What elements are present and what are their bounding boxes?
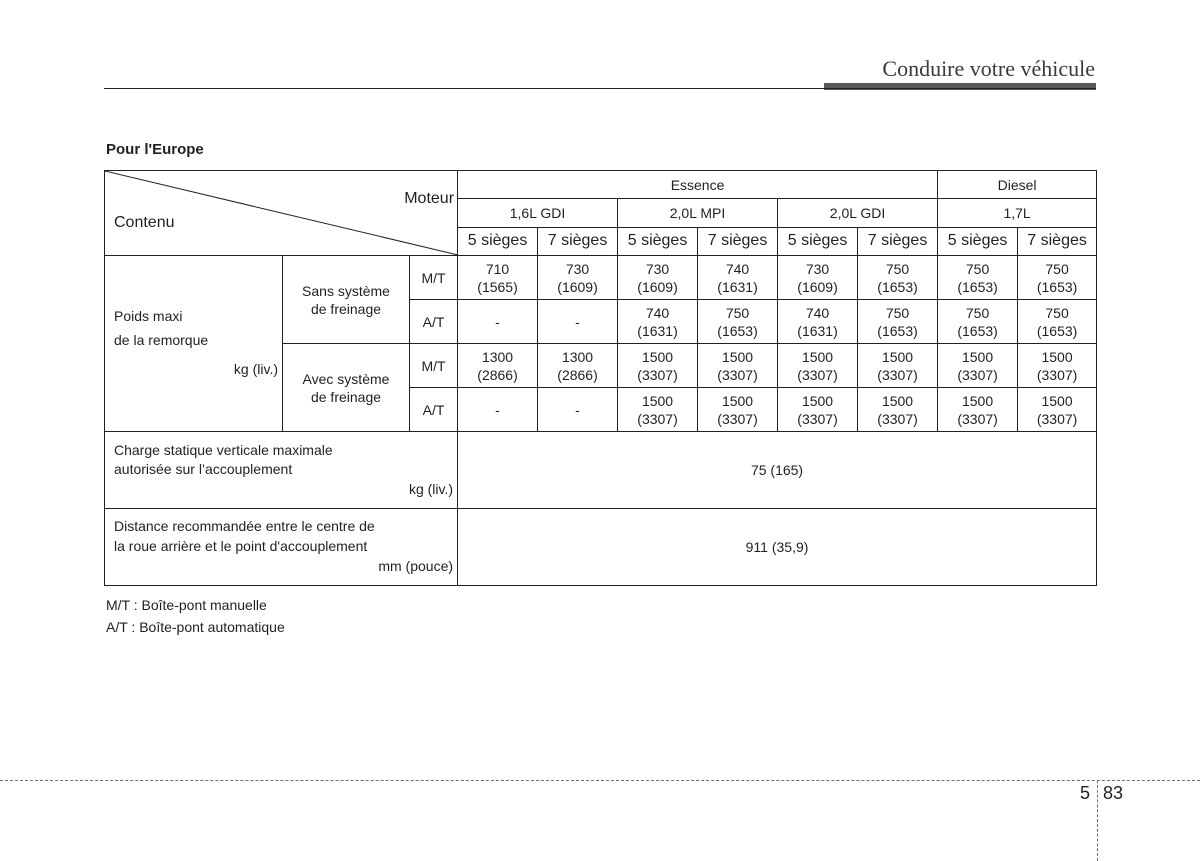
value-cell: 1500 (3307) [618,344,698,388]
gearbox-at: A/T [410,300,458,344]
gearbox-mt: M/T [410,344,458,388]
value-cell: 1500 (3307) [698,388,778,432]
value-cell: 1500 (3307) [1018,388,1097,432]
value-cell: 1500 (3307) [938,344,1018,388]
value-cell: 730 (1609) [618,256,698,300]
charge-value: 75 (165) [458,432,1097,509]
value-cell: 730 (1609) [778,256,858,300]
value-cell: 740 (1631) [698,256,778,300]
value-cell: 750 (1653) [858,300,938,344]
value-cell: 750 (1653) [938,300,1018,344]
running-header-title: Conduire votre véhicule [882,56,1095,81]
seats-header: 7 sièges [1018,227,1097,255]
seats-header: 5 sièges [618,227,698,255]
value-cell: - [538,388,618,432]
footer-vertical-dashed-rule [1097,780,1098,861]
value-cell: 1500 (3307) [1018,344,1097,388]
poids-label-line2: de la remorque [114,332,209,348]
value-cell: 750 (1653) [938,256,1018,300]
seats-header: 5 sièges [938,227,1018,255]
value-cell: - [458,388,538,432]
note-at: A/T : Boîte-pont automatique [106,619,285,635]
value-cell: 1500 (3307) [778,388,858,432]
contenu-label: Contenu [114,214,175,231]
fuel-essence-header: Essence [458,171,938,199]
value-cell: 1300 (2866) [538,344,618,388]
engine-header: 2,0L MPI [618,199,778,227]
value-cell: 730 (1609) [538,256,618,300]
sans-frein-line2: de freinage [310,300,382,317]
corner-header-cell [105,171,458,256]
value-cell: 1500 (3307) [858,388,938,432]
gearbox-at: A/T [410,388,458,432]
charge-line1: Charge statique verticale maximale [114,442,333,458]
distance-unit: mm (pouce) [378,558,454,574]
charge-label-cell [105,432,458,509]
towing-spec-table [104,170,1097,586]
page-number: 83 [1103,783,1124,803]
value-cell: 1500 (3307) [858,344,938,388]
value-cell: 750 (1653) [1018,256,1097,300]
distance-line1: Distance recommandée entre le centre de [114,518,375,534]
section-title: Pour l'Europe [106,141,204,158]
value-cell: - [538,300,618,344]
seats-header: 5 sièges [778,227,858,255]
seats-header: 7 sièges [858,227,938,255]
value-cell: 740 (1631) [618,300,698,344]
poids-unit: kg (liv.) [233,361,278,377]
seats-header: 7 sièges [698,227,778,255]
avec-frein-cell [283,344,410,432]
distance-line2: la roue arrière et le point d'accouplement [114,538,368,554]
header-rule [104,88,1096,89]
fuel-diesel-header: Diesel [938,171,1097,199]
value-cell: 1500 (3307) [618,388,698,432]
charge-line2: autorisée sur l’accouplement [114,461,293,477]
charge-unit: kg (liv.) [408,481,454,497]
engine-header: 1,7L [938,199,1097,227]
distance-value: 911 (35,9) [458,509,1097,586]
chapter-number: 5 [1080,783,1091,803]
poids-label-line1: Poids maxi [114,308,183,324]
avec-frein-line1: Avec système [302,370,390,387]
sans-frein-cell [283,256,410,344]
value-cell: 750 (1653) [1018,300,1097,344]
engine-header: 1,6L GDI [458,199,618,227]
diagonal-divider [105,171,458,255]
value-cell: 1500 (3307) [698,344,778,388]
value-cell: 1300 (2866) [458,344,538,388]
moteur-label: Moteur [404,190,455,207]
value-cell: 750 (1653) [858,256,938,300]
distance-label-cell [105,509,458,586]
seats-header: 7 sièges [538,227,618,255]
value-cell: 1500 (3307) [778,344,858,388]
value-cell: 750 (1653) [698,300,778,344]
note-mt: M/T : Boîte-pont manuelle [106,597,267,613]
value-cell: 1500 (3307) [938,388,1018,432]
seats-header: 5 sièges [458,227,538,255]
sans-frein-line1: Sans système [302,282,390,299]
gearbox-mt: M/T [410,256,458,300]
engine-header: 2,0L GDI [778,199,938,227]
value-cell: - [458,300,538,344]
value-cell: 710 (1565) [458,256,538,300]
value-cell: 740 (1631) [778,300,858,344]
footer-dashed-rule [0,780,1200,781]
poids-maxi-cell [105,256,283,432]
avec-frein-line2: de freinage [310,388,382,405]
